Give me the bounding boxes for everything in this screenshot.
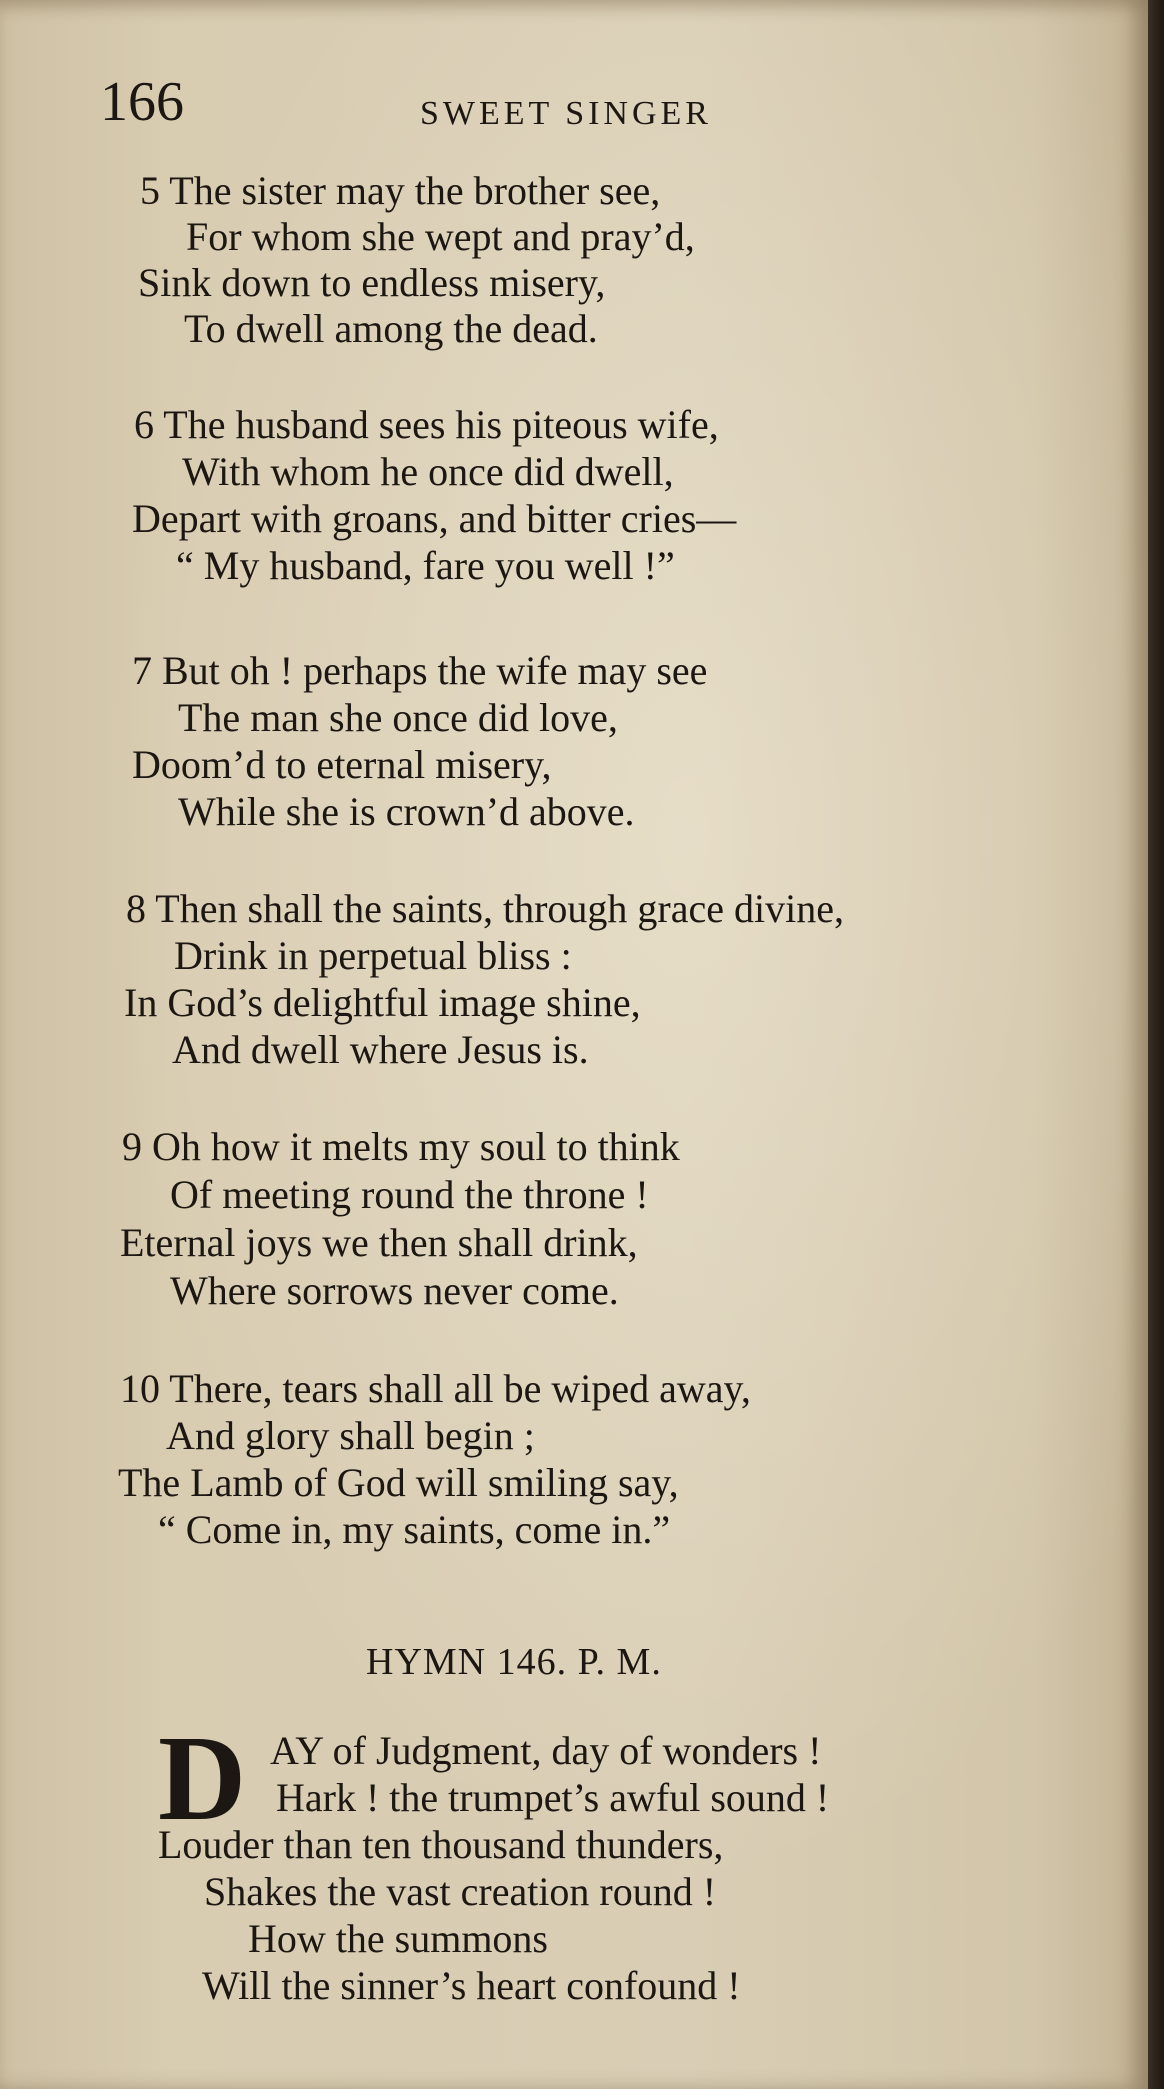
stanza-line: The man she once did love, <box>178 695 618 740</box>
hymn-line: Hark ! the trumpet’s awful sound ! <box>276 1775 830 1820</box>
stanza-line: “ Come in, my saints, come in.” <box>158 1507 671 1552</box>
stanza-line: While she is crown’d above. <box>178 789 635 834</box>
stanza-line: 10 There, tears shall all be wiped away, <box>120 1366 751 1411</box>
stanza-line: The Lamb of God will smiling say, <box>118 1460 679 1505</box>
stanza-line: Drink in perpetual bliss : <box>174 933 572 978</box>
stanza-line: Eternal joys we then shall drink, <box>120 1220 638 1265</box>
hymn-line: Louder than ten thousand thunders, <box>158 1822 724 1867</box>
stanza-line: 5 The sister may the brother see, <box>140 168 661 213</box>
stanza-line: Sink down to endless misery, <box>138 260 606 305</box>
drop-cap: D <box>158 1711 247 1846</box>
page-number: 166 <box>100 71 184 133</box>
stanza-line: 6 The husband sees his piteous wife, <box>134 402 719 447</box>
running-title: SWEET SINGER <box>420 95 712 132</box>
stanza-line: Of meeting round the throne ! <box>170 1172 649 1217</box>
stanza-line: Where sorrows never come. <box>170 1268 619 1313</box>
stanza-line: 7 But oh ! perhaps the wife may see <box>132 648 708 693</box>
stanza-line: In God’s delightful image shine, <box>124 980 641 1025</box>
stanza-line: 9 Oh how it melts my soul to think <box>122 1124 680 1169</box>
stanza-line: Depart with groans, and bitter cries— <box>132 496 737 541</box>
book-edge <box>1148 0 1164 2089</box>
stanza-line: And glory shall begin ; <box>166 1413 535 1458</box>
stanza-line: To dwell among the dead. <box>184 306 598 351</box>
hymn-line: Shakes the vast creation round ! <box>204 1869 717 1914</box>
stanza-line: Doom’d to eternal misery, <box>132 742 552 787</box>
stanza-line: And dwell where Jesus is. <box>172 1027 589 1072</box>
hymn-line: AY of Judgment, day of wonders ! <box>270 1728 822 1773</box>
stanza-line: “ My husband, fare you well !” <box>176 543 675 588</box>
hymn-line: Will the sinner’s heart confound ! <box>202 1963 741 2008</box>
stanza-line: With whom he once did dwell, <box>182 449 674 494</box>
stanza-line: For whom she wept and pray’d, <box>186 214 695 259</box>
hymn-line: How the summons <box>248 1916 548 1961</box>
hymn-title: HYMN 146. P. M. <box>366 1641 662 1683</box>
stanza-line: 8 Then shall the saints, through grace divine, <box>126 886 844 931</box>
